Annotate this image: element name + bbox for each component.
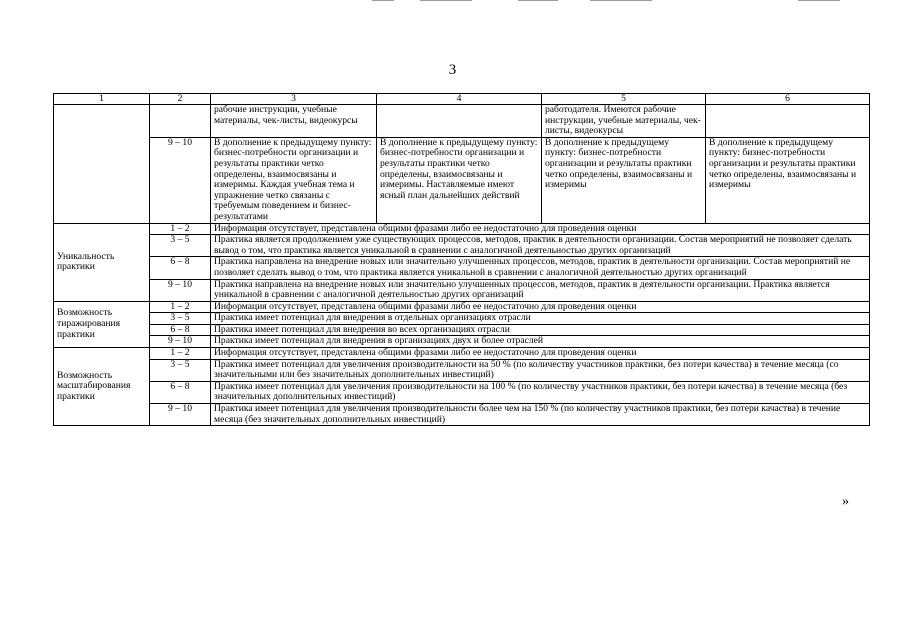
page-number: 3 <box>448 62 457 78</box>
description-cell: Практика имеет потенциал для внедрения в отдельных организациях отрасли <box>211 313 870 325</box>
description-cell <box>706 105 870 138</box>
score-cell <box>150 105 211 138</box>
description-cell: В дополнение к предыдущему пункту: бизнес-потребности организации и результаты практики четко определены, взаимосвязаны и измеримы. Наставляемые имеют ясный план дальнейших действий <box>377 137 542 223</box>
description-cell: Практика является продолжением уже существующих процессов, методов, практик в деятельности организации. Состав мероприятий не позволяет сделать вывод о том, что практика является уникальной в сравнении с аналогичной деятельностью других организаций <box>211 235 870 257</box>
score-cell: 1 – 2 <box>150 348 211 360</box>
description-cell: В дополнение к предыдущему пункту: бизнес-потребности организации и результаты практики четко определены, взаимосвязаны и измеримы. Каждая учебная тема и упражнение четко связаны с требуемым поведением и бизнес-результатами <box>211 137 377 223</box>
table-row <box>54 313 870 325</box>
description-cell: Практика имеет потенциал для увеличения производительности на 100 % (по количеству участников практики, без потери качества) в течение месяца (без значительных дополнительных инвестиций) <box>211 381 870 403</box>
description-cell: В дополнение к предыдущему пункту: бизнес-потребности организации и результаты практики четко определены, взаимосвязаны и измеримы <box>542 137 706 223</box>
scan-top-line <box>372 0 394 1</box>
table-row <box>54 279 870 301</box>
description-cell: Практика имеет потенциал для увеличения производительности на 50 % (по количеству участников практики, без потери качества) в течение месяца (со значительными или без значительных дополнительных инвестиций) <box>211 359 870 381</box>
scan-top-line <box>518 0 558 1</box>
scan-top-line <box>798 0 840 1</box>
table-row <box>54 324 870 336</box>
table-row <box>54 257 870 279</box>
table-row <box>54 359 870 381</box>
table-row <box>54 301 870 313</box>
description-cell <box>377 105 542 138</box>
score-cell: 3 – 5 <box>150 235 211 257</box>
table-row <box>54 381 870 403</box>
score-cell: 3 – 5 <box>150 313 211 325</box>
table-row <box>54 137 870 223</box>
evaluation-table <box>53 93 870 426</box>
score-cell: 6 – 8 <box>150 257 211 279</box>
description-cell: рабочие инструкции, учебные материалы, чек-листы, видеокурсы <box>211 105 377 138</box>
column-number-row <box>54 94 870 105</box>
criterion-cell: Уникальность практики <box>54 223 150 301</box>
table-row <box>54 348 870 360</box>
description-cell: Информация отсутствует, представлена общими фразами либо ее недостаточно для проведения оценки <box>211 223 870 235</box>
description-cell: Практика направлена на внедрение новых или значительно улучшенных процессов, методов, практик в деятельности организации. Состав мероприятий не позволяет сделать вывод о том, что практика является уникальной в сравнении с аналогичной деятельностью других организаций <box>211 257 870 279</box>
scan-top-line <box>590 0 652 1</box>
table-row <box>54 336 870 348</box>
column-number: 6 <box>706 94 870 105</box>
score-cell: 3 – 5 <box>150 359 211 381</box>
table-row <box>54 105 870 138</box>
score-cell: 1 – 2 <box>150 223 211 235</box>
column-number: 2 <box>150 94 211 105</box>
score-cell: 9 – 10 <box>150 279 211 301</box>
description-cell: Практика имеет потенциал для увеличения производительности более чем на 150 % (по количеству участников практики, без потери качаства) в течение месяца (без значительных дополнительных инвестиций) <box>211 404 870 426</box>
description-cell: Практика имеет потенциал для внедрения в организациях двух и более отраслей <box>211 336 870 348</box>
column-number: 5 <box>542 94 706 105</box>
column-number: 3 <box>211 94 377 105</box>
description-cell: В дополнение к предыдущему пункту: бизнес-потребности организации и результаты практики четко определены, взаимосвязаны и измеримы <box>706 137 870 223</box>
score-cell: 9 – 10 <box>150 137 211 223</box>
table-row <box>54 404 870 426</box>
score-cell: 6 – 8 <box>150 324 211 336</box>
description-cell: Практика направлена на внедрение новых или значительно улучшенных процессов, методов, практик в деятельности организации. Практика является уникальной в сравнении с аналогичной деятельностью других организаций <box>211 279 870 301</box>
table-row <box>54 223 870 235</box>
score-cell: 9 – 10 <box>150 404 211 426</box>
description-cell: Информация отсутствует, представлена общими фразами либо ее недостаточно для проведения оценки <box>211 348 870 360</box>
description-cell: работодателя. Имеются рабочие инструкции, учебные материалы, чек-листы, видеокурсы <box>542 105 706 138</box>
column-number: 1 <box>54 94 150 105</box>
score-cell: 9 – 10 <box>150 336 211 348</box>
score-cell: 1 – 2 <box>150 301 211 313</box>
criterion-cell: Возможность масштабирования практики <box>54 348 150 426</box>
criterion-cell-continued <box>54 105 150 224</box>
score-cell: 6 – 8 <box>150 381 211 403</box>
description-cell: Информация отсутствует, представлена общими фразами либо ее недостаточно для проведения оценки <box>211 301 870 313</box>
criterion-cell: Возможность тиражирования практики <box>54 301 150 347</box>
scan-top-line <box>420 0 472 1</box>
column-number: 4 <box>377 94 542 105</box>
closing-quote-mark: » <box>842 494 849 509</box>
description-cell: Практика имеет потенциал для внедрения во всех организациях отрасли <box>211 324 870 336</box>
table-row <box>54 235 870 257</box>
